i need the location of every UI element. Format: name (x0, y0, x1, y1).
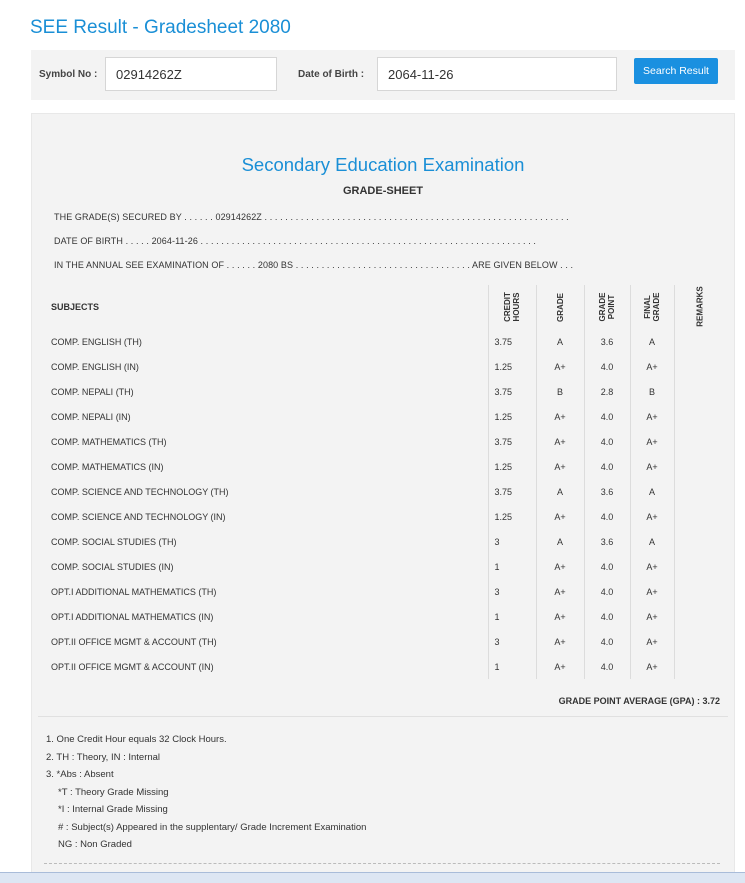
exam-title: Secondary Education Examination (241, 154, 525, 175)
final-grade-cell: A+ (630, 354, 674, 379)
grade-point-cell: 4.0 (584, 654, 630, 679)
dob-line: DATE OF BIRTH . . . . . 2064-11-26 . . . . . . . . . . . . . . . . . . . . . . . . . . . . . . . . . . . . . . . . . . . . . . . . . . . . . . . . . . . . . . . . . (54, 236, 537, 246)
final-grade-cell: A+ (630, 454, 674, 479)
grade-point-cell: 4.0 (584, 404, 630, 429)
remarks-cell (674, 479, 726, 504)
grade-cell: A+ (536, 354, 584, 379)
credit-hours-cell: 1.25 (488, 504, 536, 529)
table-row (40, 329, 726, 354)
credit-hours-cell: 3.75 (488, 429, 536, 454)
credit-hours-cell: 1.25 (488, 354, 536, 379)
subject-cell: COMP. ENGLISH (IN) (51, 361, 139, 372)
dob-label: Date of Birth : (298, 69, 365, 80)
grade-cell: B (536, 379, 584, 404)
final-grade-cell: A (630, 529, 674, 554)
table-row (40, 629, 726, 654)
grade-cell: A+ (536, 579, 584, 604)
table-row (40, 479, 726, 504)
remarks-cell (674, 404, 726, 429)
final-grade-cell: A (630, 329, 674, 354)
subject-cell: COMP. SOCIAL STUDIES (TH) (51, 536, 177, 547)
symbol-input[interactable] (105, 57, 277, 91)
final-grade-cell: A+ (630, 404, 674, 429)
remarks-cell (674, 454, 726, 479)
grade-cell: A (536, 479, 584, 504)
table-row (40, 504, 726, 529)
final-grade-cell: A+ (630, 429, 674, 454)
remarks-cell (674, 579, 726, 604)
remarks-cell (674, 529, 726, 554)
subject-cell: COMP. NEPALI (IN) (51, 411, 131, 422)
table-row (40, 654, 726, 679)
subject-cell: OPT.II OFFICE MGMT & ACCOUNT (TH) (51, 636, 217, 647)
table-row (40, 404, 726, 429)
final-grade-cell: A+ (630, 604, 674, 629)
remarks-cell (674, 379, 726, 404)
credit-hours-cell: 1.25 (488, 404, 536, 429)
grade-point-cell: 4.0 (584, 604, 630, 629)
final-grade-cell: A (630, 479, 674, 504)
subject-cell: COMP. SOCIAL STUDIES (IN) (51, 561, 174, 572)
table-row (40, 554, 726, 579)
grade-point-cell: 3.6 (584, 329, 630, 354)
credit-hours-cell: 3 (488, 629, 536, 654)
subject-cell: COMP. MATHEMATICS (TH) (51, 436, 167, 447)
grade-cell: A (536, 529, 584, 554)
credit-hours-cell: 3 (488, 529, 536, 554)
gradesheet-panel (31, 113, 735, 883)
subject-cell: COMP. NEPALI (TH) (51, 386, 134, 397)
subject-cell: COMP. ENGLISH (TH) (51, 336, 142, 347)
final-grade-cell: A+ (630, 629, 674, 654)
grade-point-cell: 3.6 (584, 479, 630, 504)
grade-cell: A+ (536, 554, 584, 579)
credit-hours-cell: 3.75 (488, 379, 536, 404)
remarks-cell (674, 329, 726, 354)
grade-point-header: GRADE POINT (584, 285, 630, 329)
final-grade-cell: B (630, 379, 674, 404)
final-grade-header: FINAL GRADE (630, 285, 674, 329)
remarks-cell (674, 654, 726, 679)
bottom-bar (0, 872, 745, 883)
notes-section (38, 716, 728, 856)
final-grade-cell: A+ (630, 654, 674, 679)
note-item: NG : Non Graded (58, 839, 132, 850)
subject-cell: COMP. SCIENCE AND TECHNOLOGY (IN) (51, 511, 226, 522)
grade-point-cell: 4.0 (584, 579, 630, 604)
note-item: 1. One Credit Hour equals 32 Clock Hours. (46, 734, 227, 745)
subjects-header: SUBJECTS (51, 302, 100, 312)
grade-cell: A+ (536, 429, 584, 454)
remarks-cell (674, 429, 726, 454)
remarks-cell (674, 504, 726, 529)
search-form (31, 50, 735, 100)
credit-hours-cell: 1 (488, 554, 536, 579)
grade-cell: A+ (536, 454, 584, 479)
subject-cell: OPT.I ADDITIONAL MATHEMATICS (TH) (51, 586, 217, 597)
final-grade-cell: A+ (630, 579, 674, 604)
table-row (40, 379, 726, 404)
table-row (40, 529, 726, 554)
remarks-header: REMARKS (674, 285, 726, 329)
credit-hours-cell: 3.75 (488, 479, 536, 504)
table-row (40, 454, 726, 479)
credit-hours-cell: 3.75 (488, 329, 536, 354)
divider (44, 863, 720, 864)
grade-cell: A+ (536, 404, 584, 429)
grade-cell: A+ (536, 629, 584, 654)
credit-hours-cell: 1 (488, 654, 536, 679)
credit-hours-cell: 1 (488, 604, 536, 629)
grade-point-cell: 4.0 (584, 629, 630, 654)
grade-point-cell: 4.0 (584, 504, 630, 529)
credit-hours-header: CREDIT HOURS (488, 285, 536, 329)
grade-point-cell: 3.6 (584, 529, 630, 554)
grade-header: GRADE (536, 285, 584, 329)
note-item: 2. TH : Theory, IN : Internal (46, 751, 161, 763)
credit-hours-cell: 3 (488, 579, 536, 604)
gradesheet-heading: GRADE-SHEET (342, 185, 424, 197)
page-title: SEE Result - Gradesheet 2080 (30, 17, 291, 38)
grade-cell: A+ (536, 604, 584, 629)
grade-cell: A+ (536, 504, 584, 529)
table-row (40, 579, 726, 604)
grade-cell: A+ (536, 654, 584, 679)
note-item: # : Subject(s) Appeared in the supplentary/ Grade Increment Examination (58, 821, 367, 833)
table-row (40, 354, 726, 379)
grade-cell: A (536, 329, 584, 354)
table-row (40, 604, 726, 629)
exam-year-line: IN THE ANNUAL SEE EXAMINATION OF . . . . . . 2080 BS . . . . . . . . . . . . . . . . . . . . . . . . . . . . . . . . . . ARE GIVEN BELOW . . . (54, 260, 574, 270)
secured-by-line: THE GRADE(S) SECURED BY . . . . . . 02914262Z . . . . . . . . . . . . . . . . . . . . . . . . . . . . . . . . . . . . . . . . . . . . . . . . . . . . . . . . . . . (54, 212, 569, 222)
symbol-label: Symbol No : (39, 69, 98, 80)
subject-cell: OPT.I ADDITIONAL MATHEMATICS (IN) (51, 611, 214, 622)
credit-hours-cell: 1.25 (488, 454, 536, 479)
grade-point-cell: 4.0 (584, 354, 630, 379)
final-grade-cell: A+ (630, 554, 674, 579)
note-item: *T : Theory Grade Missing (58, 786, 169, 798)
table-row (40, 429, 726, 454)
dob-input[interactable] (377, 57, 617, 91)
remarks-cell (674, 354, 726, 379)
final-grade-cell: A+ (630, 504, 674, 529)
grade-point-cell: 4.0 (584, 454, 630, 479)
grade-point-cell: 4.0 (584, 554, 630, 579)
note-item: 3. *Abs : Absent (46, 769, 114, 780)
remarks-cell (674, 554, 726, 579)
subject-cell: COMP. SCIENCE AND TECHNOLOGY (TH) (51, 486, 229, 497)
grade-point-cell: 4.0 (584, 429, 630, 454)
subject-cell: OPT.II OFFICE MGMT & ACCOUNT (IN) (51, 661, 214, 672)
remarks-cell (674, 629, 726, 654)
grade-point-cell: 2.8 (584, 379, 630, 404)
note-item: *I : Internal Grade Missing (58, 804, 168, 815)
search-result-button[interactable]: Search Result (634, 58, 718, 84)
grades-table (40, 285, 726, 679)
subject-cell: COMP. MATHEMATICS (IN) (51, 461, 164, 472)
gpa-summary: GRADE POINT AVERAGE (GPA) : 3.72 (558, 696, 720, 706)
remarks-cell (674, 604, 726, 629)
